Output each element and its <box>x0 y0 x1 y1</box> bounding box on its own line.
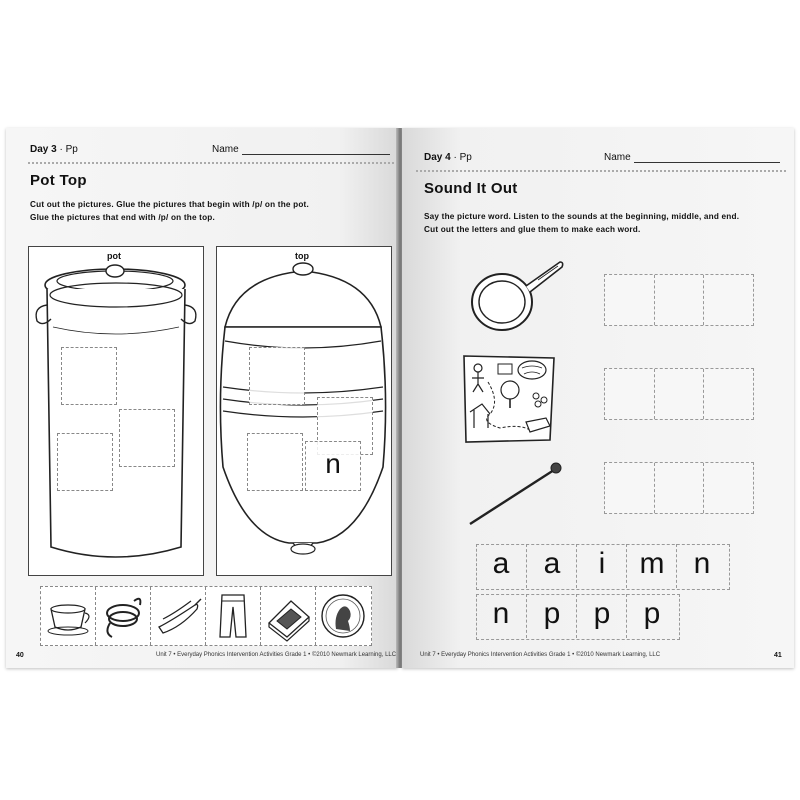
divider <box>28 162 394 164</box>
letter-tile[interactable]: n <box>492 597 510 630</box>
name-label: Name <box>604 152 631 163</box>
instructions: Say the picture word. Listen to the sounds at the beginning, middle, and end. Cut out the letters and glue them to make each word. <box>424 212 740 234</box>
answer-grid-pin[interactable] <box>604 462 754 514</box>
pot-panel <box>28 246 204 576</box>
glue-box[interactable] <box>57 433 113 491</box>
page-number: 40 <box>16 652 24 659</box>
footer: Unit 7 • Everyday Phonics Intervention Activities Grade 1 • ©2010 Newmark Learning, LLC <box>420 652 661 658</box>
glue-box[interactable] <box>249 347 305 405</box>
name-label: Name <box>212 144 239 155</box>
left-page <box>6 128 398 668</box>
open-workbook <box>6 128 794 668</box>
strip-cell[interactable] <box>316 587 371 645</box>
letter-tile[interactable]: a <box>526 544 577 588</box>
name-line <box>634 162 780 163</box>
map-icon <box>460 352 560 448</box>
strip-cell[interactable] <box>41 587 96 645</box>
glue-box[interactable] <box>119 409 175 467</box>
page-title: Pot Top <box>30 172 87 189</box>
pin-icon <box>466 462 566 532</box>
pants-icon <box>206 587 260 645</box>
strip-cell[interactable] <box>206 587 261 645</box>
picture-strip <box>40 586 372 646</box>
glue-box[interactable] <box>247 433 303 491</box>
name-line <box>242 154 390 155</box>
answer-grid-map[interactable] <box>604 368 754 420</box>
footer: Unit 7 • Everyday Phonics Intervention Activities Grade 1 • ©2010 Newmark Learning, LLC <box>156 652 397 658</box>
right-page <box>402 128 794 668</box>
strip-cell[interactable] <box>261 587 316 645</box>
letter-tile[interactable]: p <box>626 594 677 638</box>
pot-drawing <box>29 247 203 575</box>
letter-tile[interactable]: m <box>626 544 677 588</box>
rope-icon <box>96 587 150 645</box>
penny-icon <box>316 587 370 645</box>
letter-tile[interactable]: n <box>676 544 727 588</box>
instructions: Cut out the pictures. Glue the pictures that begin with /p/ on the pot. Glue the pictures that end with /p/ on the top. <box>30 200 309 222</box>
pot-label: pot <box>107 251 121 261</box>
page-number: 41 <box>774 652 782 659</box>
day-label: Day 4 · Pp <box>424 152 472 163</box>
answer-grid-pan[interactable] <box>604 274 754 326</box>
top-label: top <box>295 251 309 261</box>
letter-tile[interactable]: p <box>526 594 577 638</box>
letter-tile[interactable]: a <box>492 547 510 580</box>
letter-tile[interactable]: p <box>576 594 627 638</box>
strip-cell[interactable] <box>96 587 151 645</box>
letter-tile[interactable]: i <box>576 544 627 588</box>
strip-cell[interactable] <box>151 587 206 645</box>
top-panel <box>216 246 392 576</box>
letter-n-tile[interactable]: n <box>305 441 361 491</box>
mousetrap-icon <box>261 587 315 645</box>
pepper-icon <box>151 587 205 645</box>
pan-icon <box>468 258 568 338</box>
divider <box>416 170 786 172</box>
page-title: Sound It Out <box>424 180 518 197</box>
glue-box[interactable] <box>61 347 117 405</box>
cup-icon <box>41 587 95 645</box>
day-label: Day 3 · Pp <box>30 144 78 155</box>
